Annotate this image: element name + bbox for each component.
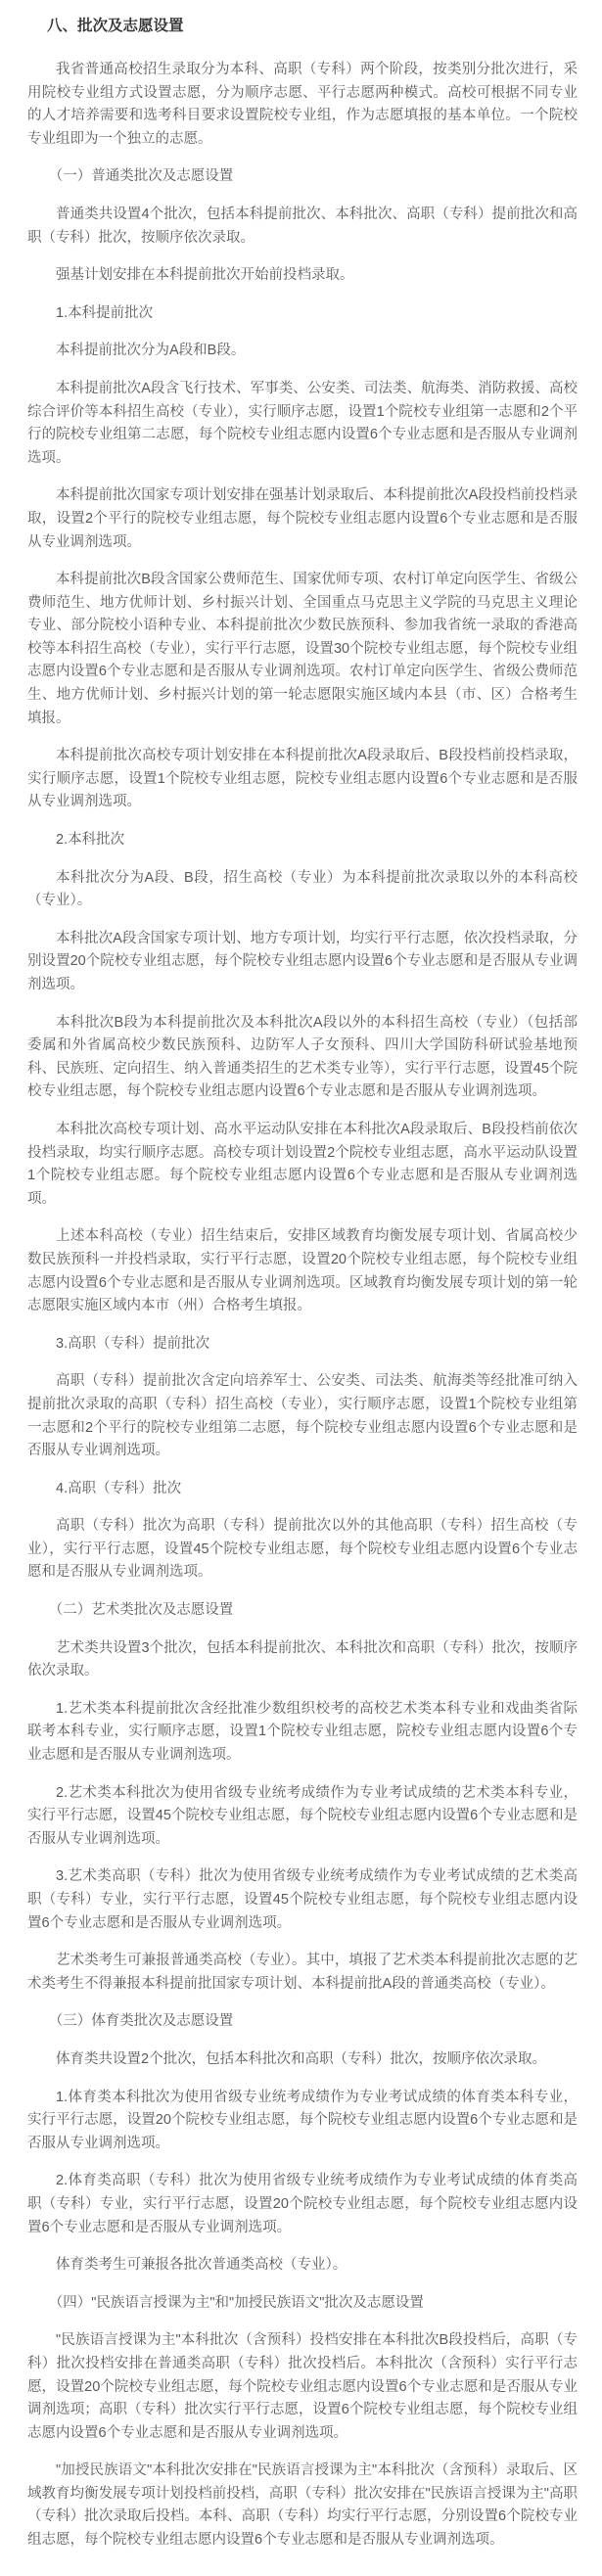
paragraph: 本科批次A段含国家专项计划、地方专项计划，均实行平行志愿，依次投档录取，分别设置20个院校专业组志愿，每个院校专业组志愿内设置6个专业志愿和是否服从专业调剂选项。 — [27, 930, 578, 992]
paragraph: 高职（专科）提前批次含定向培养军士、公安类、司法类、航海类等经批准可纳入提前批次录取的高职（专科）招生高校（专业），实行顺序志愿，设置1个院校专业组第一志愿和2个平行的院校专业组第二志愿，每个院校专业组志愿内设置6个专业志愿和是否服从专业调剂选项。 — [27, 1373, 578, 1459]
sub-heading-vocational-batch: 4.高职（专科）批次 — [56, 1480, 182, 1496]
section-heading-sports: （三）体育类批次及志愿设置 — [48, 2013, 234, 2030]
sub-heading-undergrad-batch: 2.本科批次 — [56, 832, 125, 849]
paragraph: 本科批次B段为本科提前批次及本科批次A段以外的本科招生高校（专业）（包括部委属和外省属高校少数民族预科、边防军人子女预科、四川大学国防科研试验基地预科、民族班、定向招生、纳入普通类招生的艺术类专业等），实行平行志愿，设置45个院校专业组志愿，每个院校专业组志愿内设置6个专业志愿和是否服从专业调剂选项。 — [27, 1014, 578, 1100]
paragraph: 体育类共设置2个批次，包括本科批次和高职（专科）批次，按顺序依次录取。 — [56, 2050, 547, 2067]
paragraph: 上述本科高校（专业）招生结束后，安排区域教育均衡发展专项计划、省属高校少数民族预科一并投档录取，实行平行志愿，设置20个院校专业组志愿，每个院校专业组志愿内设置6个专业志愿和是否服从专业调剂选项。区域教育均衡发展专项计划的第一轮志愿限实施区域内本市（州）合格考生填报。 — [27, 1228, 579, 1314]
paragraph: 本科提前批次A段含飞行技术、军事类、公安类、司法类、航海类、消防救援、高校综合评价等本科招生高校（专业），实行顺序志愿，设置1个院校专业组第一志愿和2个平行的院校专业组第二志愿，每个院校专业组志愿内设置6个专业志愿和是否服从专业调剂选项。 — [27, 380, 578, 466]
section-heading-general: （一）普通类批次及志愿设置 — [48, 168, 234, 185]
paragraph: 3.艺术类高职（专科）批次为使用省级专业统考成绩作为专业考试成绩的艺术类高职（专科）专业，实行平行志愿，设置45个院校专业组志愿，每个院校专业组志愿内设置6个专业志愿和是否服从专业调剂选项。 — [27, 1868, 579, 1931]
paragraph: 2.体育类高职（专科）批次为使用省级专业统考成绩作为专业考试成绩的体育类高职（专科）专业，实行平行志愿，设置20个院校专业组志愿，每个院校专业组志愿内设置6个专业志愿和是否服从专业调剂选项。 — [27, 2173, 579, 2235]
section-heading-minority-language: （四）"民族语言授课为主"和"加授民族语文"批次及志愿设置 — [48, 2294, 424, 2311]
paragraph: 1.艺术类本科提前批次含经批准少数组织校考的高校艺术类本科专业和戏曲类省际联考本科专业，实行顺序志愿，设置1个院校专业组志愿，院校专业组志愿内设置6个专业志愿和是否服从专业调剂选项。 — [27, 1700, 578, 1764]
paragraph: 本科批次分为A段、B段，招生高校（专业）为本科提前批次录取以外的本科高校（专业）。 — [27, 869, 578, 909]
section-heading-art: （二）艺术类批次及志愿设置 — [48, 1602, 234, 1619]
paragraph: "民族语言授课为主"本科批次（含预科）投档安排在本科批次B段投档后，高职（专科）批次投档安排在普通类高职（专科）批次投档后。本科批次（含预科）实行平行志愿，设置20个院校专业组志愿，每个院校专业组志愿内设置6个专业志愿和是否服从专业调剂选项；高职（专科）批次实行平行志愿，设置6个院校专业组志愿，每个院校专业组志愿内设置6个专业志愿和是否服从专业调剂选项。 — [27, 2332, 578, 2441]
paragraph: 高职（专科）批次为高职（专科）提前批次以外的其他高职（专科）招生高校（专业），实行平行志愿，设置45个院校专业组志愿，每个院校专业组志愿内设置6个专业志愿和是否服从专业调剂选项。 — [27, 1518, 578, 1581]
sub-heading-undergrad-early-batch: 1.本科提前批次 — [56, 304, 154, 321]
paragraph: 1.体育类本科批次为使用省级专业统考成绩作为专业考试成绩的体育类本科专业，实行平行志愿，设置20个院校专业组志愿，每个院校专业组志愿内设置6个专业志愿和是否服从专业调剂选项。 — [27, 2089, 578, 2151]
paragraph: 体育类考生可兼报各批次普通类高校（专业）。 — [56, 2257, 347, 2274]
paragraph: "加授民族语文"本科批次安排在"民族语言授课为主"本科批次（含预科）录取后、区域教育均衡发展专项计划投档前投档，高职（专科）批次安排在"民族语言授课为主"高职（专科）批次录取后投档。本科、高职（专科）均实行平行志愿，分别设置6个院校专业组志愿，每个院校专业组志愿内设置6个专业志愿和是否服从专业调剂选项。 — [27, 2462, 578, 2549]
paragraph: 普通类共设置4个批次，包括本科提前批次、本科批次、高职（专科）提前批次和高职（专科）批次，按顺序依次录取。 — [27, 206, 578, 246]
paragraph: 本科批次高校专项计划、高水平运动队安排在本科批次A段录取后、B段投档前依次投档录取，均实行顺序志愿。高校专项计划设置2个院校专业组志愿，高水平运动队设置1个院校专业组志愿。每个院校专业组志愿内设置6个专业志愿和是否服从专业调剂选项。 — [27, 1121, 578, 1207]
paragraph: 本科提前批次高校专项计划安排在本科提前批次A段录取后、B段投档前投档录取，实行顺序志愿，设置1个院校专业组志愿，院校专业组志愿内设置6个专业志愿和是否服从专业调剂选项。 — [27, 748, 578, 810]
sub-heading-vocational-early-batch: 3.高职（专科）提前批次 — [56, 1335, 210, 1352]
paragraph: 2.艺术类本科批次为使用省级专业统考成绩作为专业考试成绩的艺术类本科专业，实行平行志愿，设置45个院校专业组志愿，每个院校专业组志愿内设置6个专业志愿和是否服从专业调剂选项。 — [27, 1784, 578, 1847]
paragraph: 艺术类考生可兼报普通类高校（专业）。其中，填报了艺术类本科提前批次志愿的艺术类考生不得兼报本科提前批国家专项计划、本科提前批A段的普通类高校（专业）。 — [27, 1953, 578, 1992]
paragraph: 强基计划安排在本科提前批次开始前投档录取。 — [56, 267, 354, 284]
paragraph: 本科提前批次B段含国家公费师范生、国家优师专项、农村订单定向医学生、省级公费师范生、地方优师计划、乡村振兴计划、全国重点马克思主义学院的马克思主义理论专业、部分院校小语种专业、本科提前批次少数民族预科、参加我省统一录取的香港高校等本科招生高校（专业），实行平行志愿，设置30个院校专业组志愿，每个院校专业组志愿内设置6个专业志愿和是否服从专业调剂选项。农村订单定向医学生、省级公费师范生、地方优师计划、乡村振兴计划的第一轮志愿限实施区域内本县（市、区）合格考生填报。 — [27, 572, 578, 726]
intro-paragraph: 我省普通高校招生录取分为本科、高职（专科）两个阶段，按类别分批次进行，采用院校专业组方式设置志愿，分为顺序志愿、平行志愿两种模式。高校可根据不同专业的人才培养需要和选考科目要求设置院校专业组，作为志愿填报的基本单位。一个院校专业组即为一个独立的志愿。 — [27, 62, 578, 147]
document-title: 八、批次及志愿设置 — [47, 18, 184, 34]
paragraph: 艺术类共设置3个批次，包括本科提前批次、本科批次和高职（专科）批次，按顺序依次录取。 — [27, 1639, 578, 1679]
paragraph: 本科提前批次分为A段和B段。 — [56, 343, 246, 359]
paragraph: 本科提前批次国家专项计划安排在强基计划录取后、本科提前批次A段投档前投档录取，设置2个平行的院校专业组志愿，每个院校专业组志愿内设置6个专业志愿和是否服从专业调剂选项。 — [27, 487, 578, 550]
